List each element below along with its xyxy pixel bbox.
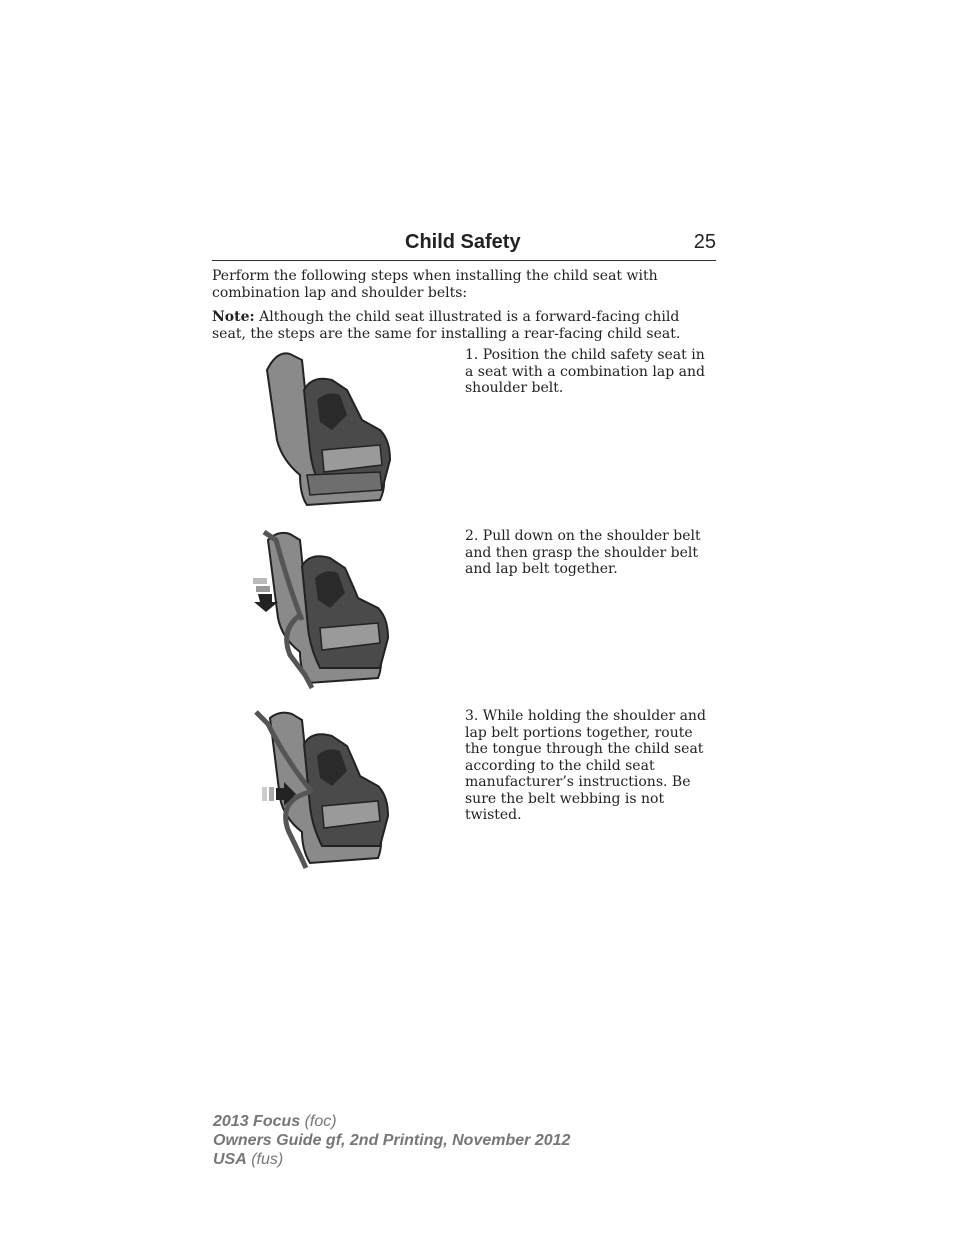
step-3-text: 3. While holding the shoulder and lap belt portions together, route the tongue through the child seat according to the child seat manufacturer’s instructions. Be sure the belt webbing is not twisted. (465, 708, 706, 823)
child-seat-illustration-1 (262, 350, 397, 510)
footer-line-3: USA (fus) (213, 1151, 284, 1168)
page-footer (213, 1112, 570, 1169)
child-seat-illustration-3 (250, 710, 398, 872)
page-number: 25 (693, 231, 716, 253)
note-paragraph (212, 309, 712, 342)
note-label: Note: (212, 309, 255, 325)
note-text: Although the child seat illustrated is a forward-facing child seat, the steps are the same for installing a rear-facing child seat. (212, 309, 681, 342)
footer-line-1: 2013 Focus (foc) (213, 1113, 337, 1130)
page-header (212, 230, 716, 261)
step-1-text: 1. Position the child safety seat in a seat with a combination lap and shoulder belt. (465, 347, 705, 396)
step-2-text: 2. Pull down on the shoulder belt and then grasp the shoulder belt and lap belt together. (465, 528, 701, 577)
intro-paragraph: Perform the following steps when installing the child seat with combination lap and shoulder belts: (212, 268, 658, 301)
section-title: Child Safety (405, 231, 521, 253)
child-seat-illustration-2 (250, 530, 398, 692)
footer-line-2: Owners Guide gf, 2nd Printing, November 2012 (213, 1132, 571, 1149)
